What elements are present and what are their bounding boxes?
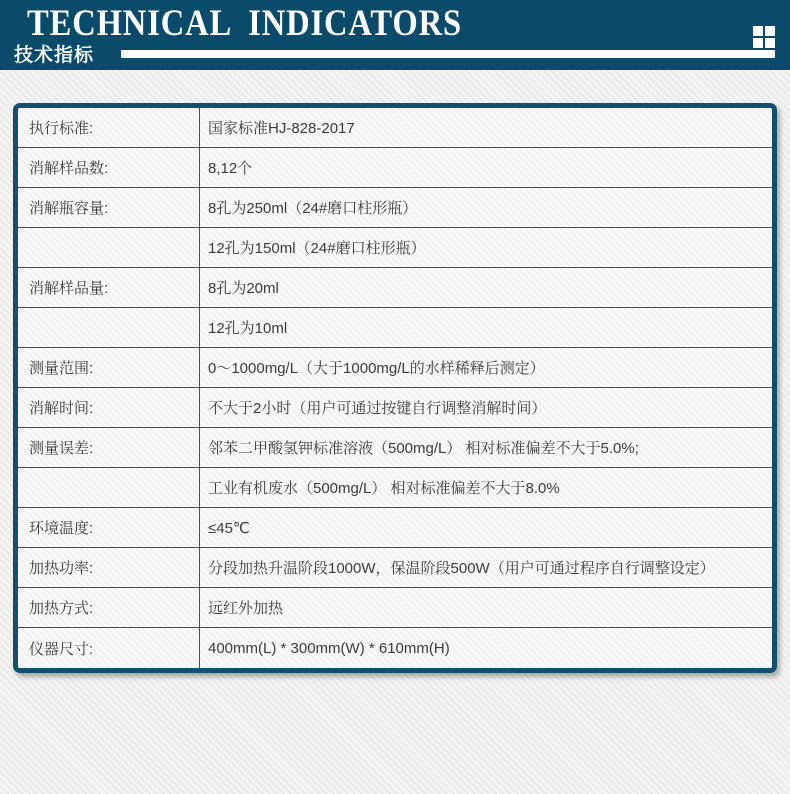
spec-value: 工业有机废水（500mg/L） 相对标准偏差不大于8.0%: [208, 480, 560, 497]
spec-value: 远红外加热: [208, 600, 284, 617]
spec-value: 12孔为10ml: [208, 320, 288, 337]
spec-label: [18, 468, 200, 507]
table-row: [18, 188, 772, 228]
spec-value: 8,12个: [208, 160, 253, 177]
spec-value: ≤45℃: [208, 519, 250, 537]
table-row: [18, 628, 772, 668]
header-divider-line: [121, 50, 775, 58]
table-row: [18, 388, 772, 428]
spec-label: 执行标准:: [18, 108, 200, 147]
spec-value: 12孔为150ml（24#磨口柱形瓶）: [208, 240, 426, 257]
table-row: [18, 148, 772, 188]
grid-square: [765, 26, 775, 36]
table-row: [18, 348, 772, 388]
grid-squares-icon: [753, 26, 775, 48]
table-row: [18, 588, 772, 628]
spec-value: 8孔为20ml: [208, 280, 279, 297]
page-subtitle: 技术指标: [14, 45, 95, 66]
grid-square: [753, 26, 763, 36]
spec-value: 不大于2小时（用户可通过按键自行调整消解时间）: [208, 400, 547, 417]
spec-label: 测量误差:: [18, 428, 200, 467]
spec-label: 加热功率:: [18, 548, 200, 587]
spec-value: 分段加热升温阶段1000W，保温阶段500W（用户可通过程序自行调整设定）: [208, 560, 715, 577]
spec-label: [18, 308, 200, 347]
spec-value: 0～1000mg/L（大于1000mg/L的水样稀释后测定）: [208, 360, 545, 377]
table-row: [18, 428, 772, 468]
page-title: TECHNICAL INDICATORS: [27, 3, 463, 44]
table-row: [18, 468, 772, 508]
table-row: [18, 548, 772, 588]
table-row: [18, 228, 772, 268]
spec-label: 仪器尺寸:: [18, 628, 200, 668]
table-row: [18, 508, 772, 548]
spec-label: 测量范围:: [18, 348, 200, 387]
grid-square: [765, 38, 775, 48]
spec-label: 消解瓶容量:: [18, 188, 200, 227]
table-row: [18, 308, 772, 348]
table-row: [18, 108, 772, 148]
grid-square: [753, 38, 763, 48]
spec-value: 邻苯二甲酸氢钾标准溶液（500mg/L） 相对标准偏差不大于5.0%;: [208, 440, 639, 457]
spec-label: [18, 228, 200, 267]
spec-label: 加热方式:: [18, 588, 200, 627]
spec-label: 环境温度:: [18, 508, 200, 547]
spec-label: 消解样品数:: [18, 148, 200, 187]
spec-value: 8孔为250ml（24#磨口柱形瓶）: [208, 200, 418, 217]
spec-label: 消解时间:: [18, 388, 200, 427]
spec-table: [13, 103, 777, 673]
table-row: [18, 268, 772, 308]
spec-label: 消解样品量:: [18, 268, 200, 307]
header-banner: [0, 0, 790, 70]
spec-value: 400mm(L) * 300mm(W) * 610mm(H): [208, 639, 450, 657]
spec-value: 国家标准HJ-828-2017: [208, 120, 355, 137]
